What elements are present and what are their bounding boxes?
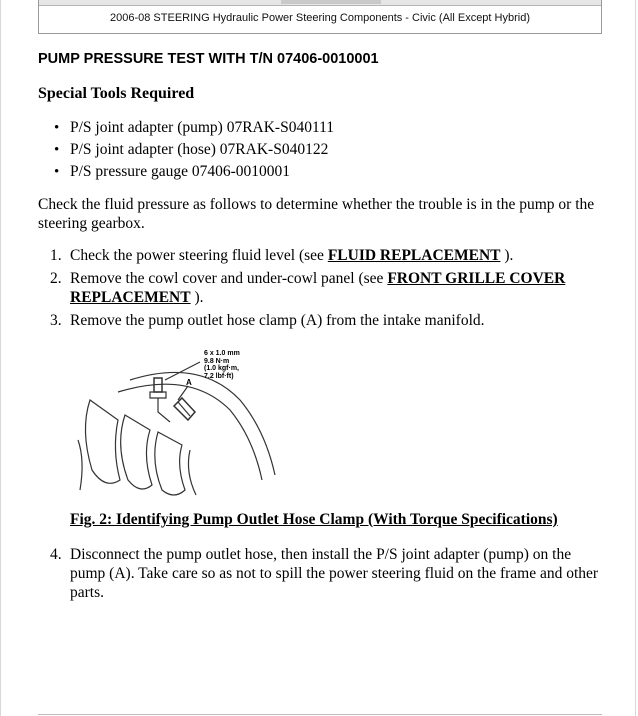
special-tools-list [52,117,334,183]
page-border-left [0,0,1,716]
step-number: 3. [50,312,62,329]
tool-item: • P/S joint adapter (hose) 07RAK-S040122 [52,139,334,161]
step-text: Remove the cowl cover and under-cowl panel (see [70,270,388,287]
step-text: Remove the pump outlet hose clamp (A) from the intake manifold. [70,312,485,329]
step-item [38,246,604,265]
tool-item: • P/S pressure gauge 07406-0010001 [52,161,334,183]
intake-manifold-drawing [70,340,300,500]
section-title: PUMP PRESSURE TEST WITH T/N 07406-0010001 [38,51,379,67]
hose-clamp-figure [70,340,300,500]
step-number: 4. [50,546,62,563]
figure-caption: Fig. 2: Identifying Pump Outlet Hose Clamp (With Torque Specifications) [70,511,558,528]
step-item [38,269,604,307]
intro-paragraph: Check the fluid pressure as follows to determine whether the trouble is in the pump or the steering gearbox. [38,196,595,232]
torque-line: (1.0 kgf·m, [204,365,240,372]
part-label-a: A [186,378,192,387]
page-border-right [635,0,636,716]
header-title: 2006-08 STEERING Hydraulic Power Steering Components - Civic (All Except Hybrid) [110,12,530,24]
header-top-bar [39,0,601,6]
step-text: Disconnect the pump outlet hose, then install the P/S joint adapter (pump) on the pump (A). Take care so as not to spill the power steering fluid on the frame and other parts. [70,546,599,601]
torque-line: 6 x 1.0 mm [204,350,240,357]
torque-line: 7.2 lbf·ft) [204,372,234,380]
step-item [38,545,604,602]
step-number: 2. [50,270,62,287]
footer-divider [38,714,602,715]
step-text-end: ). [190,289,204,306]
tool-item: • P/S joint adapter (pump) 07RAK-S040111 [52,117,334,139]
torque-spec-label [204,350,240,380]
step-text-end: ). [500,247,514,264]
torque-line: 9.8 N·m [204,357,230,365]
fluid-replacement-link[interactable]: FLUID REPLACEMENT [327,247,501,264]
step-text: Check the power steering fluid level (see [70,247,328,264]
front-grille-cover-replacement-link[interactable]: FRONT GRILLE COVER REPLACEMENT [70,270,566,306]
page-header [38,0,602,34]
procedure-steps-continued [38,545,604,602]
step-number: 1. [50,247,62,264]
step-item [38,311,604,330]
procedure-steps [38,246,604,334]
special-tools-heading: Special Tools Required [38,85,195,102]
